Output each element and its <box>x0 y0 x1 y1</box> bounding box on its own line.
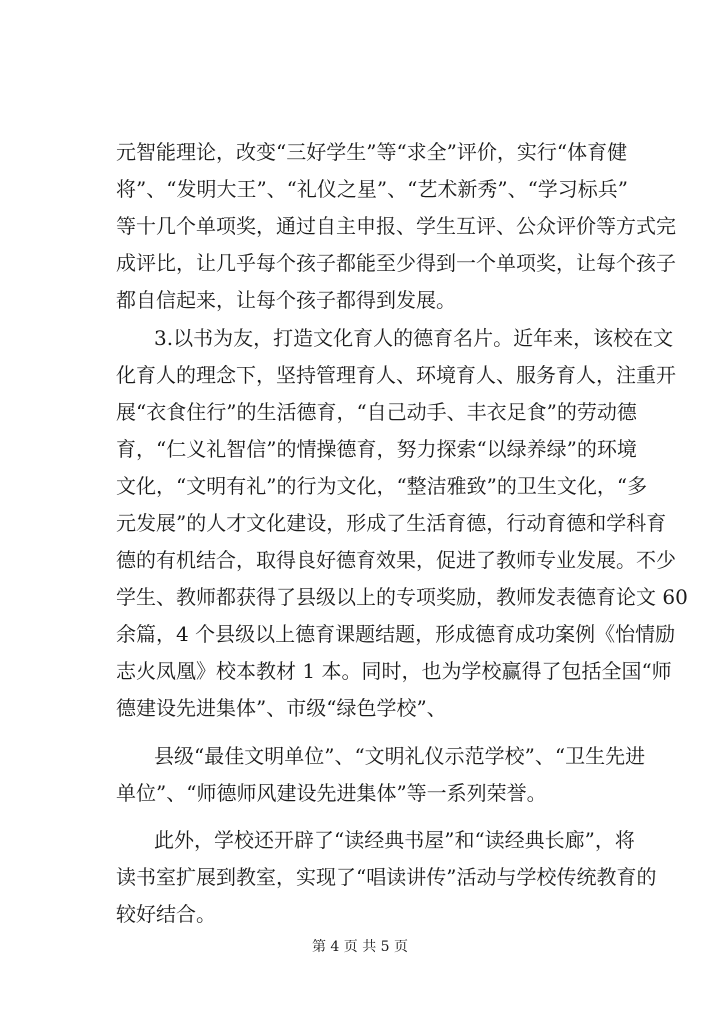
body-line: 读书室扩展到教室，实现了“唱读讲传”活动与学校传统教育的 <box>116 865 657 889</box>
body-line: 德的有机结合，取得良好德育效果，促进了教师专业发展。不少 <box>116 548 676 572</box>
page-footer: 第 4 页 共 5 页 <box>311 939 409 955</box>
body-line: 展“衣食住行”的生活德育，“自己动手、丰衣足食”的劳动德 <box>116 400 637 424</box>
body-line: 单位”、“师德师风建设先进集体”等一系列荣誉。 <box>116 781 547 805</box>
body-line: 余篇，4 个县级以上德育课题结题，形成德育成功案例《怡情励 <box>116 622 676 646</box>
body-line: 等十几个单项奖，通过自主申报、学生互评、公众评价等方式完 <box>116 214 676 238</box>
body-line: 都自信起来，让每个孩子都得到发展。 <box>116 288 456 312</box>
paragraph-start-line: 此外，学校还开辟了“读经典书屋”和“读经典长廊”，将 <box>154 828 635 852</box>
paragraph-start-line: 3.以书为友，打造文化育人的德育名片。近年来，该校在文 <box>154 326 674 350</box>
body-line: 德建设先进集体”、市级“绿色学校”、 <box>116 696 447 720</box>
body-line: 元发展”的人才文化建设，形成了生活育德，行动育德和学科育 <box>116 511 667 535</box>
body-line: 较好结合。 <box>116 902 216 926</box>
paragraph-start-line: 县级“最佳文明单位”、“文明礼仪示范学校”、“卫生先进 <box>154 744 646 768</box>
body-line: 育，“仁义礼智信”的情操德育，努力探索“以绿养绿”的环境 <box>116 437 637 461</box>
body-line: 化育人的理念下，坚持管理育人、环境育人、服务育人，注重开 <box>116 363 676 387</box>
body-line: 志火凤凰》校本教材 1 本。同时，也为学校赢得了包括全国“师 <box>116 659 672 683</box>
body-line: 学生、教师都获得了县级以上的专项奖励，教师发表德育论文 60 <box>116 585 688 609</box>
body-line: 文化，“文明有礼”的行为文化，“整洁雅致”的卫生文化，“多 <box>116 474 648 498</box>
body-line: 成评比，让几乎每个孩子都能至少得到一个单项奖，让每个孩子 <box>116 251 676 275</box>
body-line: 将”、“发明大王”、“礼仪之星”、“艺术新秀”、“学习标兵” <box>116 177 629 201</box>
body-line: 元智能理论，改变“三好学生”等“求全”评价，实行“体育健 <box>116 140 628 164</box>
